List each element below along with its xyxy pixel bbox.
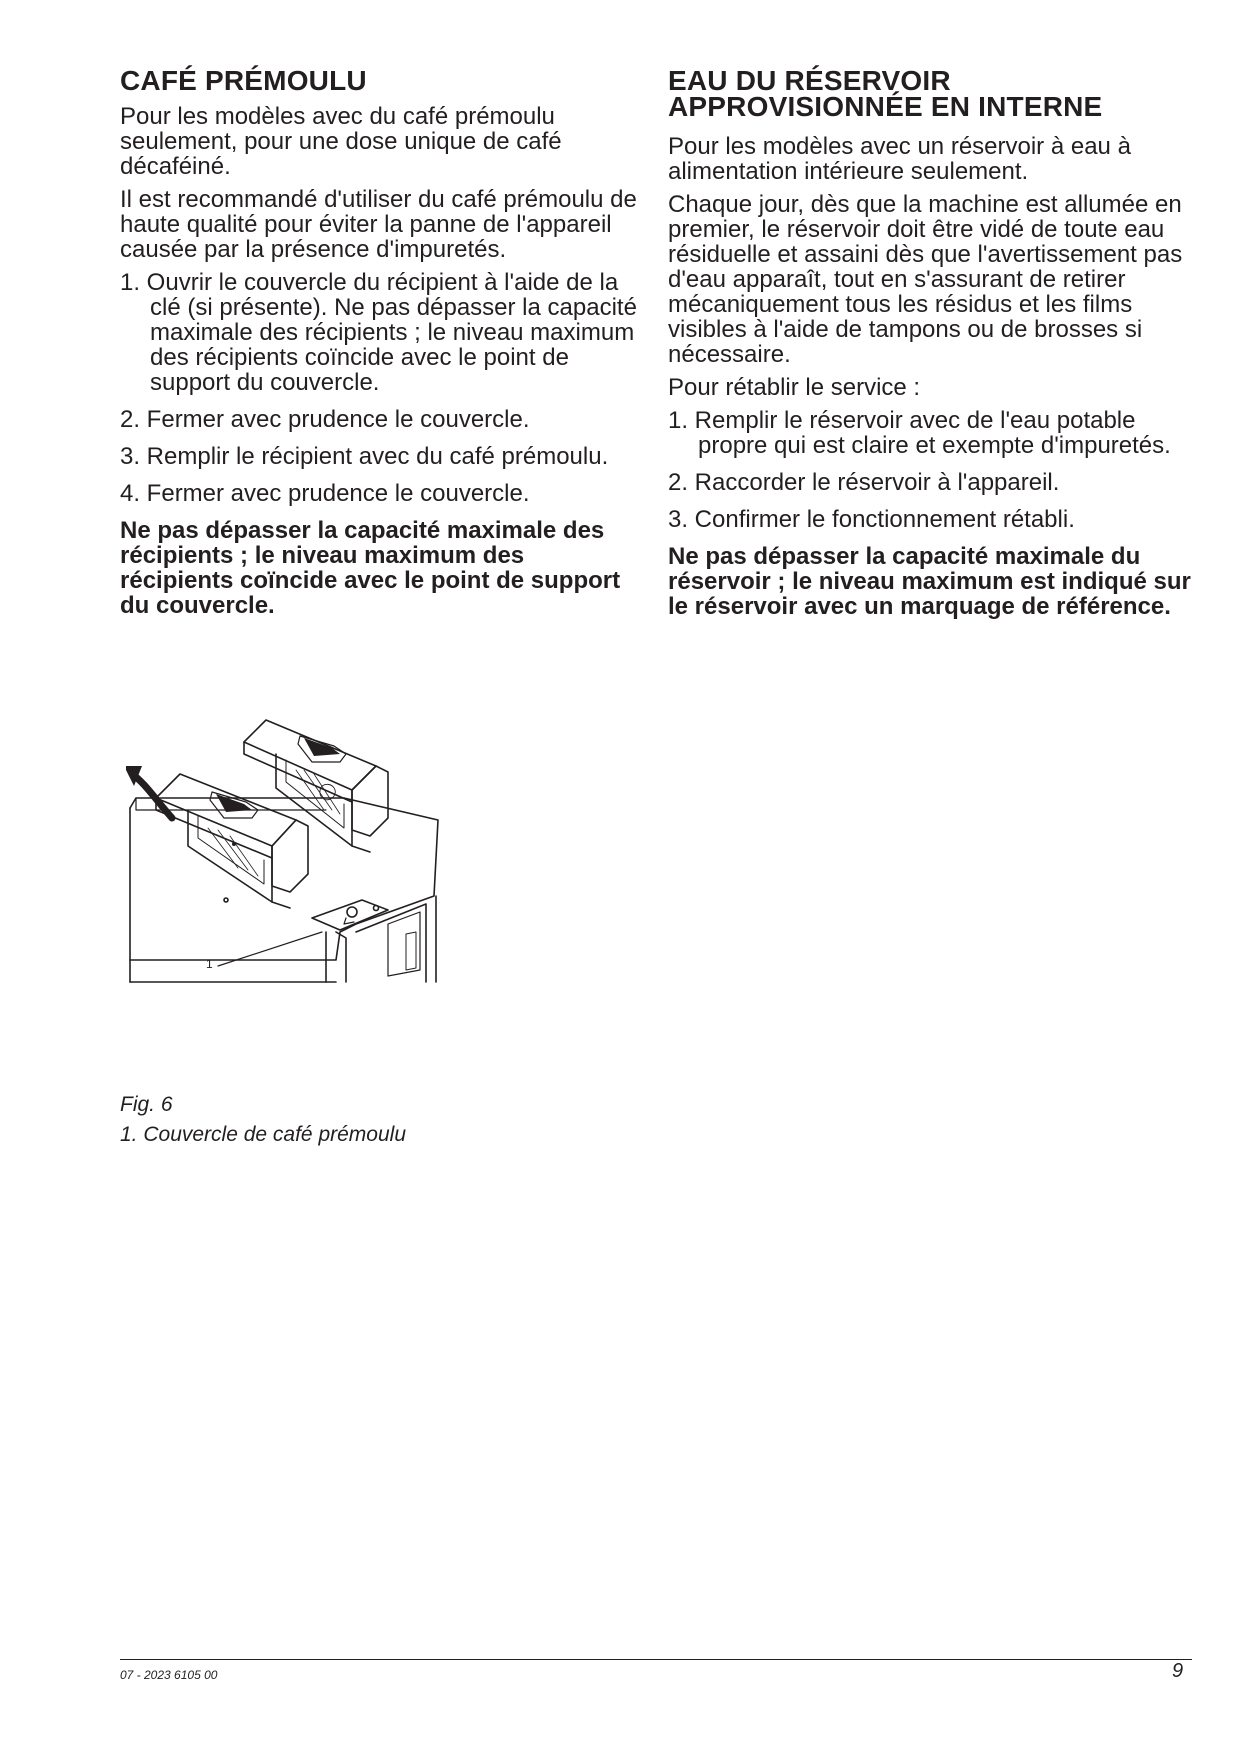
- left-column: [120, 65, 640, 619]
- paragraph: Pour rétablir le service :: [668, 374, 921, 401]
- warning-text: Ne pas dépasser la capacité maximale du réservoir ; le niveau maximum est indiqué sur le réservoir avec un marquage de référence.: [668, 543, 1191, 620]
- paragraph: Pour les modèles avec un réservoir à eau à alimentation intérieure seulement.: [668, 133, 1131, 185]
- list-item: 2. Fermer avec prudence le couvercle.: [120, 406, 530, 433]
- title-line: APPROVISIONNÉE EN INTERNE: [668, 91, 1103, 122]
- section-title-eau-reservoir: [668, 65, 1192, 122]
- warning-text: Ne pas dépasser la capacité maximale des récipients ; le niveau maximum des récipients coïncide avec le point de support du couvercle.: [120, 517, 621, 619]
- list-item: 3. Confirmer le fonctionnement rétabli.: [668, 506, 1075, 533]
- right-column: [668, 65, 1192, 620]
- list-item: 1. Remplir le réservoir avec de l'eau potable propre qui est claire et exempte d'impuretés.: [668, 407, 1171, 459]
- document-code: 07 - 2023 6105 00: [120, 1668, 218, 1682]
- figure-caption: [120, 1090, 406, 1150]
- footer-divider: [120, 1659, 1192, 1660]
- list-item: 3. Remplir le récipient avec du café prémoulu.: [120, 443, 609, 470]
- section-title-cafe-premoulu: CAFÉ PRÉMOULU: [120, 65, 367, 96]
- paragraph: Pour les modèles avec du café prémoulu seulement, pour une dose unique de café décaféiné.: [120, 103, 562, 180]
- paragraph: Il est recommandé d'utiliser du café prémoulu de haute qualité pour éviter la panne de l'appareil causée par la présence d'impuretés.: [120, 186, 637, 263]
- steps-list: [668, 408, 1192, 532]
- figure-legend-item: 1. Couvercle de café prémoulu: [120, 1123, 406, 1146]
- steps-list: [120, 270, 640, 506]
- paragraph: Chaque jour, dès que la machine est allumée en premier, le réservoir doit être vidé de toute eau résiduelle et assaini dès que l'avertissement pas d'eau apparaît, tout en s'assurant de retirer mécaniquement tous les résidus et les films visibles à l'aide de tampons ou de brosses si nécessaire.: [668, 191, 1183, 368]
- list-item: 4. Fermer avec prudence le couvercle.: [120, 480, 530, 507]
- list-item: 1. Ouvrir le couvercle du récipient à l'aide de la clé (si présente). Ne pas dépasser la capacité maximale des récipients ; le niveau maximum des récipients coïncide avec le point de support du couvercle.: [120, 269, 637, 396]
- machine-illustration: [126, 670, 486, 1080]
- list-item: 2. Raccorder le réservoir à l'appareil.: [668, 469, 1060, 496]
- title-line: EAU DU RÉSERVOIR: [668, 65, 951, 96]
- callout-number: 1: [206, 957, 213, 971]
- page-number: 9: [1172, 1660, 1184, 1682]
- figure-label: Fig. 6: [120, 1093, 173, 1116]
